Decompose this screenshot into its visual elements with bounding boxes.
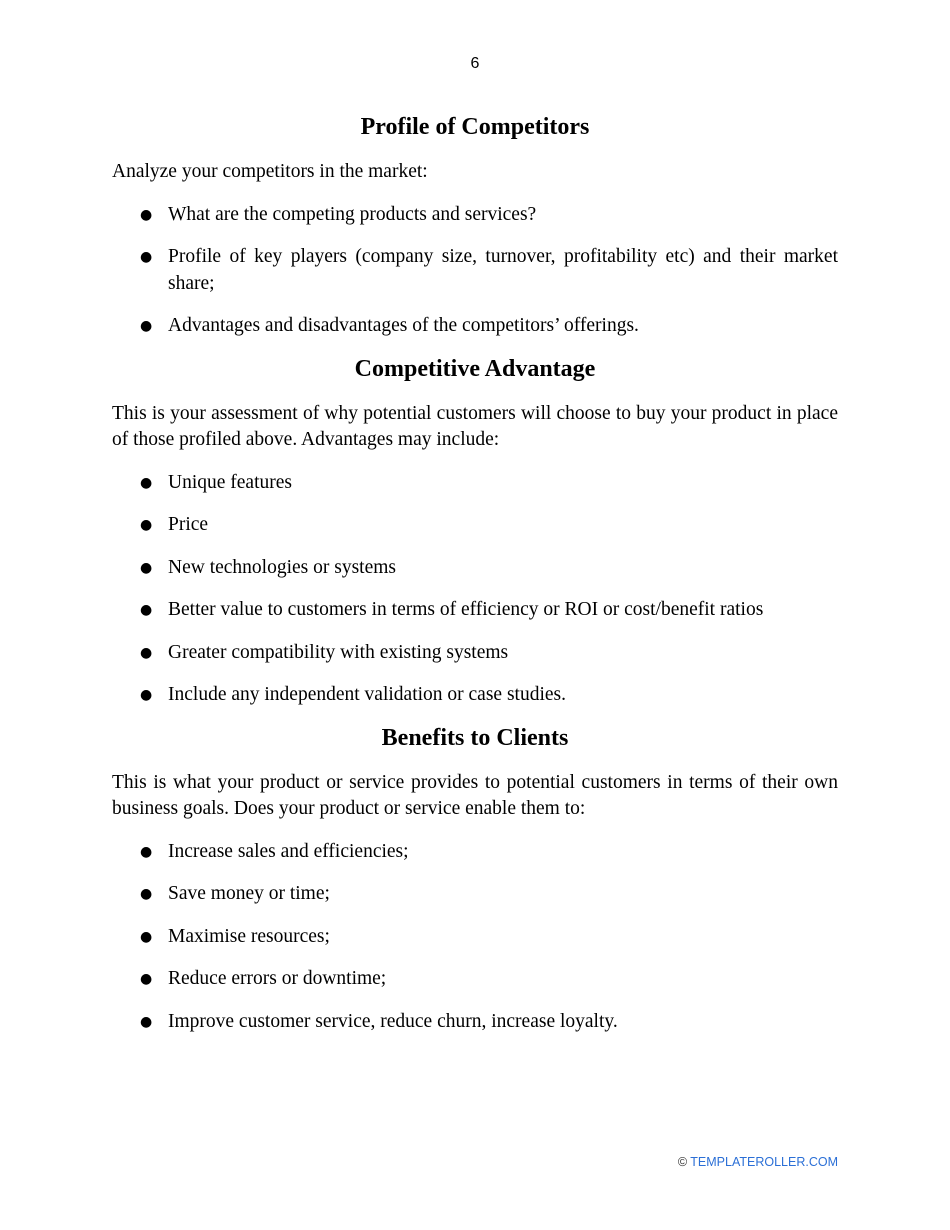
section-heading: Profile of Competitors bbox=[360, 114, 590, 140]
list-item bbox=[112, 202, 838, 229]
section-intro: This is your assessment of why potential customers will choose to buy your product in place of those profiled above. Advantages may include: bbox=[112, 402, 838, 450]
list-item bbox=[112, 839, 838, 866]
list-item bbox=[112, 1009, 838, 1036]
list-item-text: Reduce errors or downtime; bbox=[168, 968, 387, 989]
list-item-text: Include any independent validation or case studies. bbox=[168, 684, 566, 705]
list-item bbox=[112, 244, 838, 297]
list-item bbox=[112, 555, 838, 582]
list-item-text: Save money or time; bbox=[168, 883, 330, 904]
bullet-list bbox=[112, 839, 838, 1036]
list-item bbox=[112, 881, 838, 908]
list-item-text: Profile of key players (company size, turnover, profitability etc) and their market share; bbox=[168, 246, 838, 294]
document-body bbox=[112, 110, 838, 1035]
list-item bbox=[112, 682, 838, 709]
list-item-text: Advantages and disadvantages of the competitors’ offerings. bbox=[168, 315, 639, 336]
list-item bbox=[112, 640, 838, 667]
section-heading: Competitive Advantage bbox=[354, 355, 596, 382]
bullet-list bbox=[112, 202, 838, 340]
footer-copyright bbox=[678, 1155, 838, 1169]
section-intro: This is what your product or service provides to potential customers in terms of their own business goals. Does your product or service enable them to: bbox=[112, 771, 838, 819]
list-item bbox=[112, 512, 838, 539]
list-item bbox=[112, 597, 838, 624]
bullet-icon: ● bbox=[140, 1013, 153, 1030]
bullet-icon: ● bbox=[140, 249, 153, 265]
list-item bbox=[112, 924, 838, 951]
bullet-icon: ● bbox=[140, 474, 153, 491]
list-item-text: Price bbox=[168, 514, 209, 535]
bullet-icon: ● bbox=[140, 928, 153, 945]
bullet-icon: ● bbox=[140, 206, 153, 223]
section-heading: Benefits to Clients bbox=[381, 724, 569, 751]
bullet-icon: ● bbox=[140, 318, 153, 334]
bullet-icon: ● bbox=[140, 644, 153, 661]
list-item bbox=[112, 470, 838, 497]
templateroller-link[interactable]: TEMPLATEROLLER.COM bbox=[690, 1155, 838, 1169]
list-item bbox=[112, 313, 838, 340]
list-item-text: Greater compatibility with existing systems bbox=[168, 641, 509, 663]
copyright-icon: © bbox=[677, 1155, 688, 1169]
list-item bbox=[112, 966, 838, 993]
bullet-icon: ● bbox=[140, 886, 153, 902]
bullet-icon: ● bbox=[140, 602, 153, 618]
list-item-text: What are the competing products and services? bbox=[168, 203, 537, 225]
page-number: 6 bbox=[470, 55, 480, 72]
bullet-icon: ● bbox=[140, 843, 153, 860]
bullet-list bbox=[112, 470, 838, 709]
bullet-icon: ● bbox=[140, 971, 153, 987]
list-item-text: Unique features bbox=[168, 471, 292, 493]
bullet-icon: ● bbox=[140, 517, 153, 533]
bullet-icon: ● bbox=[140, 559, 153, 576]
list-item-text: Better value to customers in terms of efficiency or ROI or cost/benefit ratios bbox=[168, 599, 764, 620]
list-item-text: Maximise resources; bbox=[168, 925, 330, 947]
list-item-text: Improve customer service, reduce churn, increase loyalty. bbox=[168, 1010, 618, 1032]
list-item-text: Increase sales and efficiencies; bbox=[168, 840, 409, 862]
section-intro: Analyze your competitors in the market: bbox=[112, 161, 428, 182]
bullet-icon: ● bbox=[140, 687, 153, 703]
list-item-text: New technologies or systems bbox=[168, 556, 397, 578]
